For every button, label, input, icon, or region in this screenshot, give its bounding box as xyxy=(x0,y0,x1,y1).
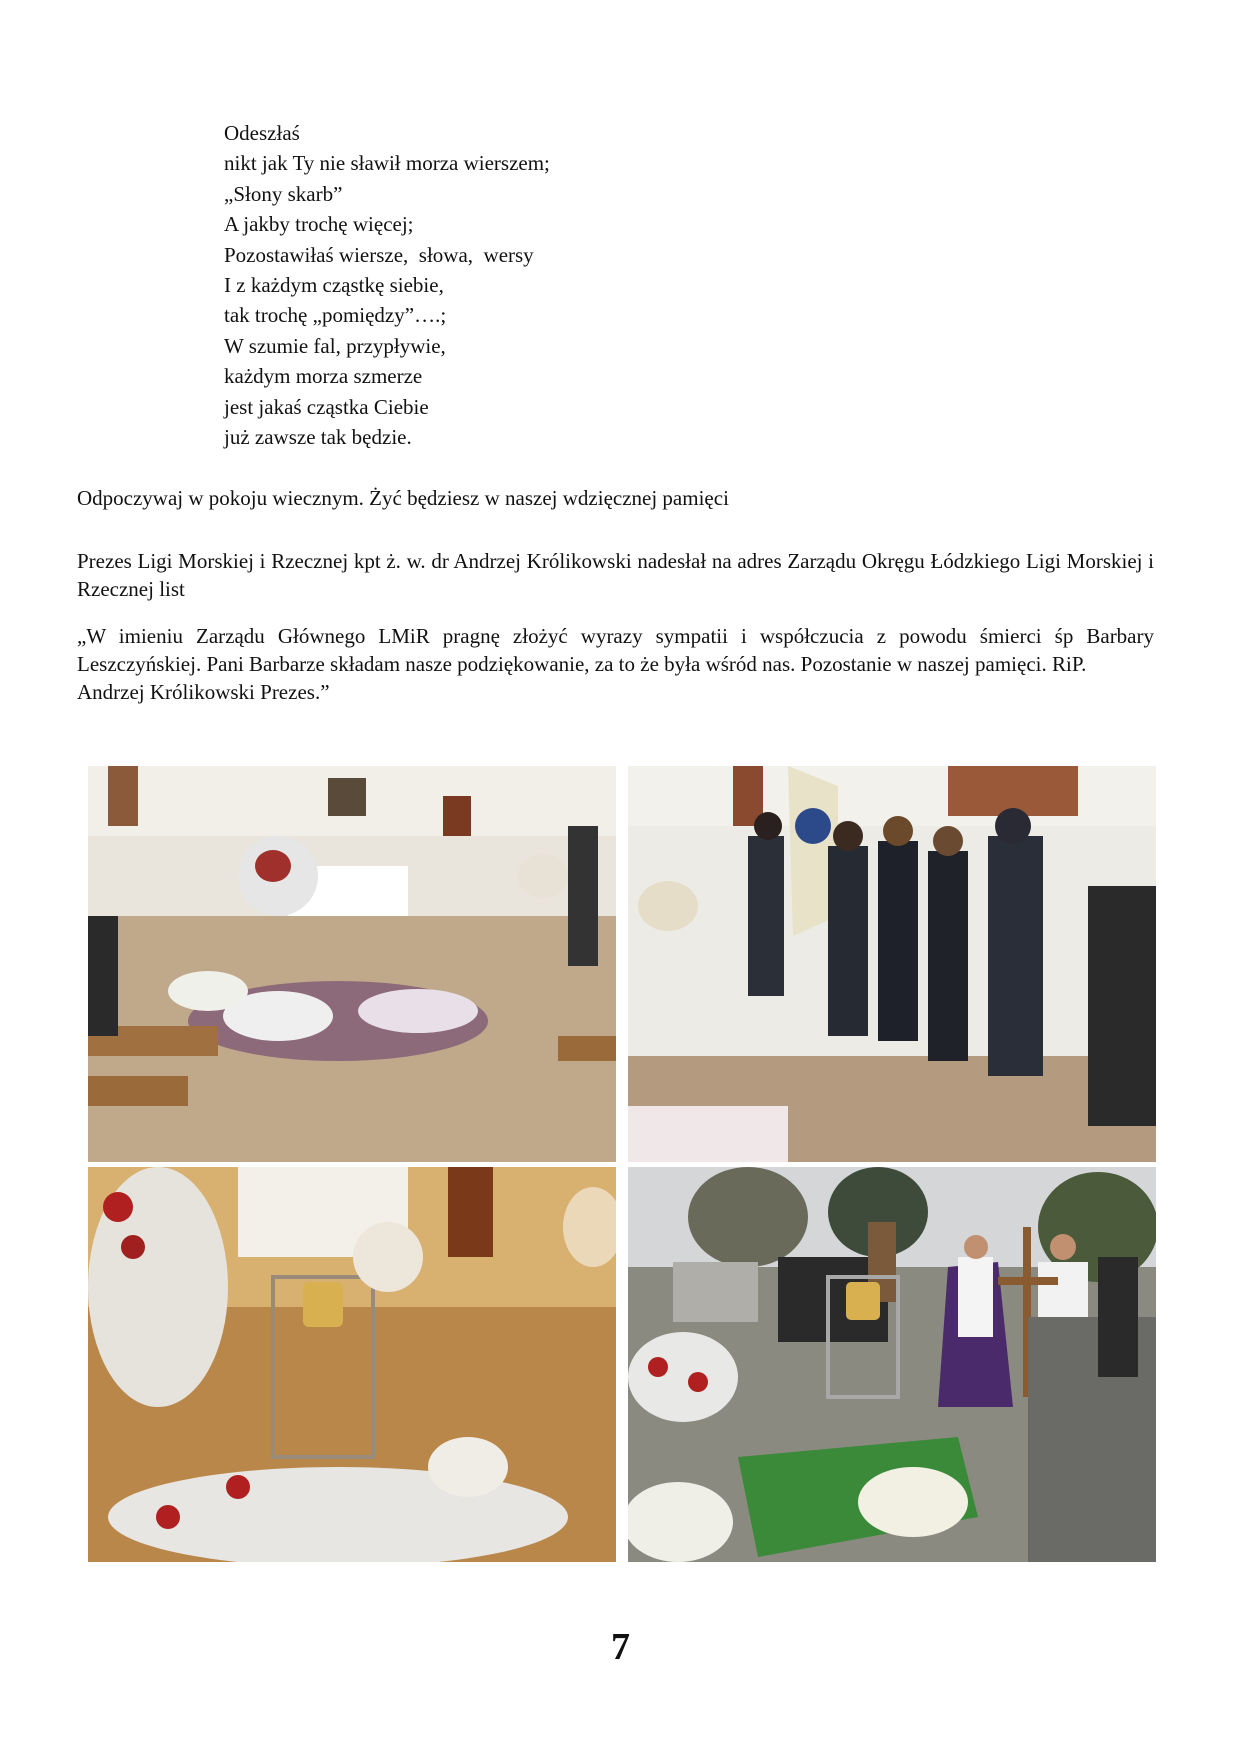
rest-in-peace-paragraph: Odpoczywaj w pokoju wiecznym. Żyć będziesz w naszej wdzięcznej pamięci xyxy=(77,486,729,510)
photo-cemetery-burial xyxy=(628,1167,1156,1562)
page-number: 7 xyxy=(611,1626,630,1668)
poem-line: tak trochę „pomiędzy”….; xyxy=(224,303,447,328)
poem-line: W szumie fal, przypływie, xyxy=(224,333,446,358)
poem-line: nikt jak Ty nie sławił morza wierszem; xyxy=(224,151,550,176)
poem xyxy=(224,118,550,452)
poem-line: I z każdym cząstkę siebie, xyxy=(224,273,444,298)
letter-intro-paragraph: Prezes Ligi Morskiej i Rzecznej kpt ż. w. dr Andrzej Królikowski nadesłał na adres Zarządu Okręgu Łódzkiego Ligi Morskiej i Rzecznej list xyxy=(77,549,1154,601)
poem-line: każdym morza szmerze xyxy=(224,364,423,389)
poem-line: „Słony skarb” xyxy=(224,181,343,206)
poem-line: już zawsze tak będzie. xyxy=(224,425,412,450)
poem-line: Pozostawiłaś wiersze, słowa, wersy xyxy=(224,242,534,267)
photo-chapel-flowers xyxy=(88,766,616,1162)
quote-signature: Andrzej Królikowski Prezes.” xyxy=(77,680,330,704)
poem-line: A jakby trochę więcej; xyxy=(224,212,414,237)
quote-block xyxy=(77,622,1154,706)
quote-body: „W imieniu Zarządu Głównego LMiR pragnę złożyć wyrazy sympatii i współczucia z powodu śmierci śp Barbary Leszczyńskiej. Pani Barbarze składam nasze podziękowanie, za to że była wśród nas. Pozostanie w naszej pamięci. RiP. xyxy=(77,624,1154,676)
photo-urn-stand xyxy=(88,1167,616,1562)
photo-youth-honor-guard xyxy=(628,766,1156,1162)
poem-line: Odeszłaś xyxy=(224,121,300,145)
poem-line: jest jakaś cząstka Ciebie xyxy=(224,394,429,419)
